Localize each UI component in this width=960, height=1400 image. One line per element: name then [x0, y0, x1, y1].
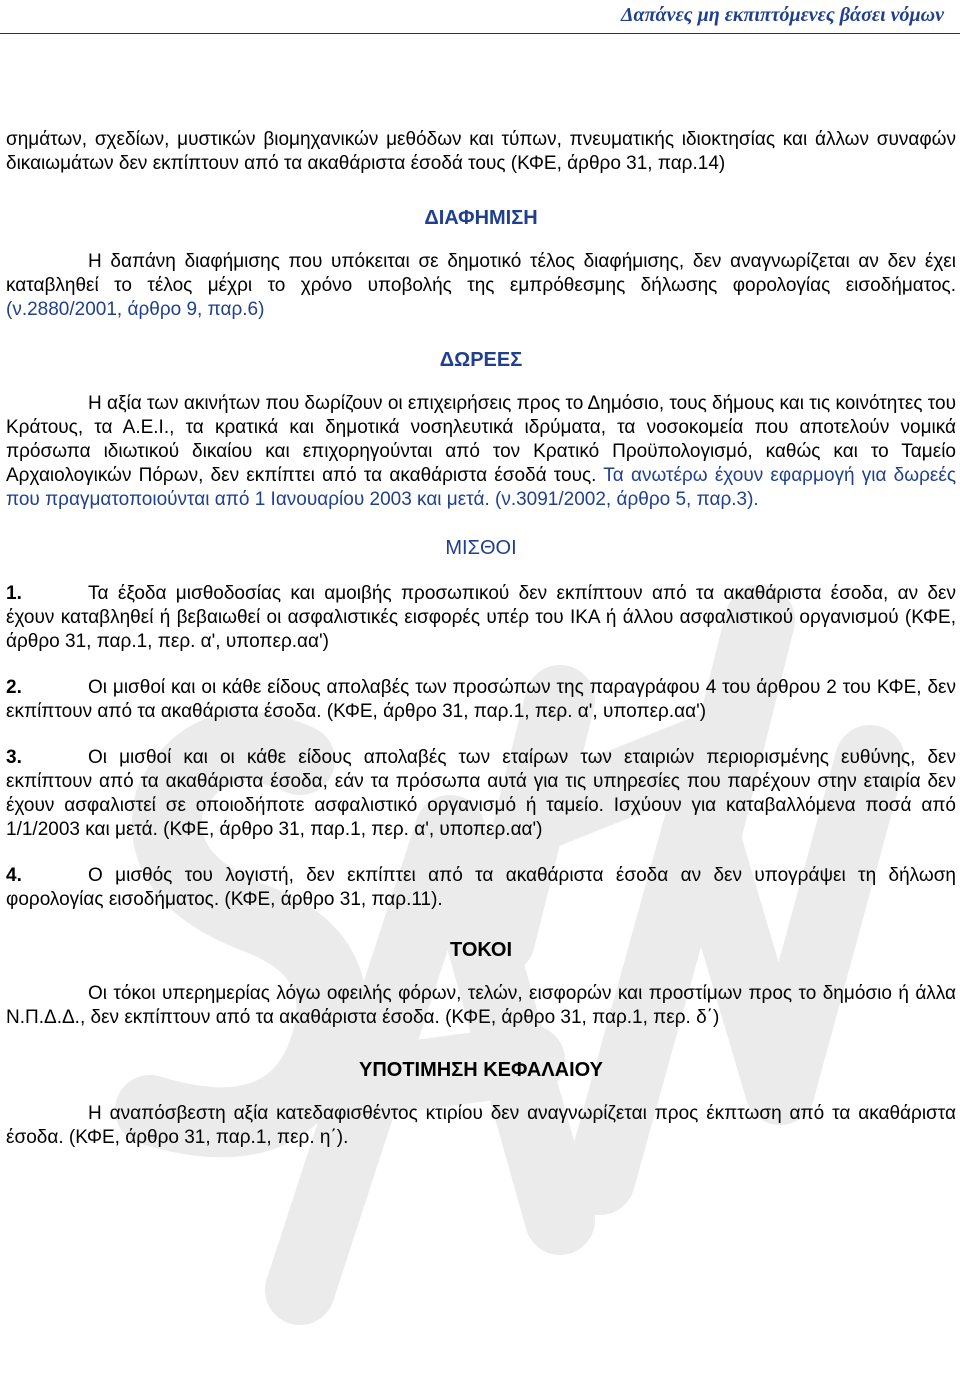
intro-paragraph: σημάτων, σχεδίων, μυστικών βιομηχανικών μεθόδων και τύπων, πνευματικής ιδιοκτησίας και άλλων συναφών δικαιωμάτων δεν εκπίπτουν από τα ακαθάριστα έσοδά τους (ΚΦΕ, άρθρο 31, παρ.14)	[6, 129, 956, 174]
section-heading-diafimisi: ΔΙΑΦΗΜΙΣΗ	[424, 207, 538, 229]
dorees-reference: Τα ανωτέρω έχουν εφαρμογή για δωρεές που πραγματοποιούνται από 1 Ιανουαρίου 2003 και μετά. (ν.3091/2002, άρθρο 5, παρ.3).	[6, 465, 956, 510]
section-heading-dorees: ΔΩΡΕΕΣ	[439, 349, 523, 371]
ypotimisi-paragraph: Η αναπόσβεστη αξία κατεδαφισθέντος κτιρίου δεν αναγνωρίζεται προς έκπτωση από τα ακαθάριστα έσοδα. (ΚΦΕ, άρθρο 31, παρ.1, περ. η΄).	[6, 1103, 956, 1148]
misthoi-item-number: 4.	[6, 865, 22, 886]
document-body	[6, 128, 956, 1150]
diafimisi-paragraph	[6, 250, 956, 322]
misthoi-item	[6, 582, 956, 654]
page-header-title: Δαπάνες μη εκπιπτόμενες βάσει νόμων	[621, 4, 944, 26]
misthoi-item-number: 3.	[6, 747, 22, 768]
misthoi-item	[6, 676, 956, 724]
misthoi-item-number: 1.	[6, 583, 22, 604]
section-heading-misthoi: ΜΙΣΘΟΙ	[445, 537, 517, 559]
section-heading-tokoi: ΤΟΚΟΙ	[449, 939, 513, 961]
header-divider	[0, 33, 960, 34]
misthoi-item	[6, 746, 956, 842]
misthoi-item-text: Οι μισθοί και οι κάθε είδους απολαβές των εταίρων των εταιριών περιορισμένης ευθύνης, δεν εκπίπτουν από τα ακαθάριστα έσοδα, εάν τα πρόσωπα αυτά για τις υπηρεσίες που παρέχουν στην εταιρία δεν έχουν ασφαλιστεί σε οποιοδήποτε ασφαλιστικό οργανισμό ή ταμείο. Ισχύουν για καταβαλλόμενα ποσά από 1/1/2003 και μετά. (ΚΦΕ, άρθρο 31, παρ.1, περ. α', υποπερ.αα')	[6, 747, 956, 840]
diafimisi-text: Η δαπάνη διαφήμισης που υπόκειται σε δημοτικό τέλος διαφήμισης, δεν αναγνωρίζεται αν δεν έχει καταβληθεί το τέλος μέχρι το χρόνο υποβολής της εμπρόθεσμης δήλωσης φορολογίας εισοδήματος.	[6, 251, 956, 296]
dorees-text: Η αξία των ακινήτων που δωρίζουν οι επιχειρήσεις προς το Δημόσιο, τους δήμους και τις κοινότητες του Κράτους, τα Α.Ε.Ι., τα κρατικά και δημοτικά νοσηλευτικά ιδρύματα, τα νοσοκομεία που αποτελούν νομικά πρόσωπα ιδιωτικού δικαίου και επιχορηγούνται από τον Κρατικό Προϋπολογισμό, καθώς και το Ταμείο Αρχαιολογικών Πόρων, δεν εκπίπτει από τα ακαθάριστα έσοδά τους.	[6, 393, 956, 486]
misthoi-item-text: Ο μισθός του λογιστή, δεν εκπίπτει από τα ακαθάριστα έσοδα αν δεν υπογράψει τη δήλωση φορολογίας εισοδήματος. (ΚΦΕ, άρθρο 31, παρ.11).	[6, 865, 956, 910]
misthoi-item-text: Οι μισθοί και οι κάθε είδους απολαβές των προσώπων της παραγράφου 4 του άρθρου 2 του ΚΦΕ, δεν εκπίπτουν από τα ακαθάριστα έσοδα. (ΚΦΕ, άρθρο 31, παρ.1, περ. α', υποπερ.αα')	[6, 677, 956, 722]
misthoi-item-number: 2.	[6, 677, 22, 698]
diafimisi-reference: (ν.2880/2001, άρθρο 9, παρ.6)	[6, 299, 265, 320]
misthoi-item-text: Τα έξοδα μισθοδοσίας και αμοιβής προσωπικού δεν εκπίπτουν από τα ακαθάριστα έσοδα, αν δεν έχουν καταβληθεί ή βεβαιωθεί οι ασφαλιστικές εισφορές υπέρ του ΙΚΑ ή άλλου ασφαλιστικού οργανισμού (ΚΦΕ, άρθρο 31, παρ.1, περ. α', υποπερ.αα')	[6, 583, 956, 652]
dorees-paragraph	[6, 392, 956, 512]
misthoi-item	[6, 864, 956, 912]
tokoi-paragraph: Οι τόκοι υπερημερίας λόγω οφειλής φόρων, τελών, εισφορών και προστίμων προς το δημόσιο ή άλλα Ν.Π.Δ.Δ., δεν εκπίπτουν από τα ακαθάριστα έσοδα. (ΚΦΕ, άρθρο 31, παρ.1, περ. δ΄)	[6, 983, 956, 1028]
section-heading-ypotimisi: ΥΠΟΤΙΜΗΣΗ ΚΕΦΑΛΑΙΟΥ	[358, 1059, 603, 1081]
